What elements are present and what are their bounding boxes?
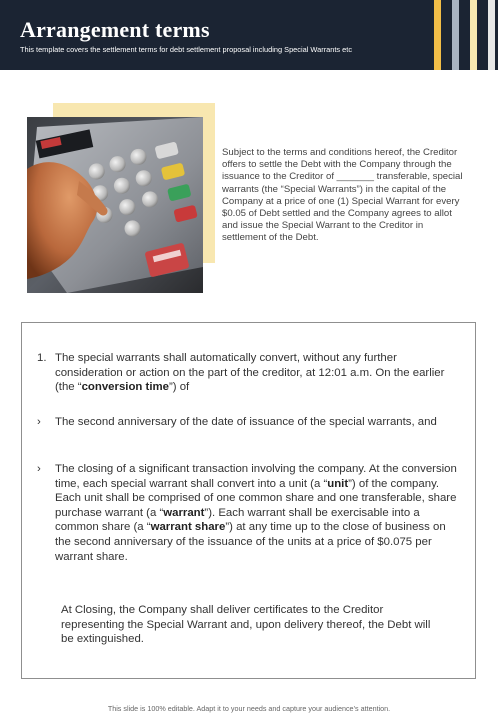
accent-stripe-4 (488, 0, 495, 70)
header-bar (0, 0, 498, 70)
atm-keypad-photo (27, 117, 203, 293)
term-item-2 (37, 415, 457, 430)
term-text: The closing of a significant transaction involving the company. At the conversion time, each special warrant shall convert into a unit (a “ (55, 463, 457, 490)
term-body-3 (37, 462, 457, 564)
term-text: ”). Each warrant shall be exercisable into a common share (a “ (55, 506, 420, 534)
term-text: ”) at any time up to the close of business on the second anniversary of the issuance of the units at a price of $0.075 per warrant share. (55, 521, 446, 563)
term-body-2: The second anniversary of the date of issuance of the special warrants, and (55, 416, 437, 428)
term-bold: warrant share (150, 521, 226, 534)
term-text: The special warrants shall automatically convert, without any further consideration or action on the part of the creditor, at 12:01 a.m. On the earlier (the “ (55, 352, 445, 394)
term-marker-3: › (37, 463, 41, 475)
accent-stripe-2 (452, 0, 459, 70)
term-bold: conversion time (81, 381, 169, 394)
intro-paragraph: Subject to the terms and conditions hereof, the Creditor offers to settle the Debt with the Company through the issuance to the Creditor of _______ transferable, special warrants (the “Special Warrants”) in the capital of the Company at a price of one (1) Special Warrant for every $0.05 of Debt settled and the Company agrees to allot and issue the Special Warrant to the Creditor in settlement of the Debt. (222, 147, 463, 244)
page-title: Arrangement terms (20, 17, 210, 42)
accent-stripe-3 (470, 0, 477, 70)
term-marker-1: 1. (37, 352, 47, 364)
term-bold: warrant (163, 506, 205, 519)
term-body-1 (37, 351, 457, 395)
term-text: ”) of (168, 381, 190, 394)
closing-paragraph: At Closing, the Company shall deliver certificates to the Creditor representing the Special Warrant and, upon delivery thereof, the Debt will be extinguished. (61, 604, 431, 646)
accent-stripe-1 (434, 0, 441, 70)
term-item-3 (37, 462, 457, 564)
footer-note: This slide is 100% editable. Adapt it to your needs and capture your audience’s attention. (107, 704, 391, 713)
page-subtitle: This template covers the settlement terms for debt settlement proposal including Special Warrants etc (20, 45, 353, 54)
term-text: ”) of the company. Each unit shall be comprised of one common share and one transferable, share purchase warrant (a “ (55, 477, 457, 519)
term-item-1 (37, 351, 457, 395)
term-bold: unit (327, 477, 349, 490)
term-marker-2: › (37, 416, 41, 428)
